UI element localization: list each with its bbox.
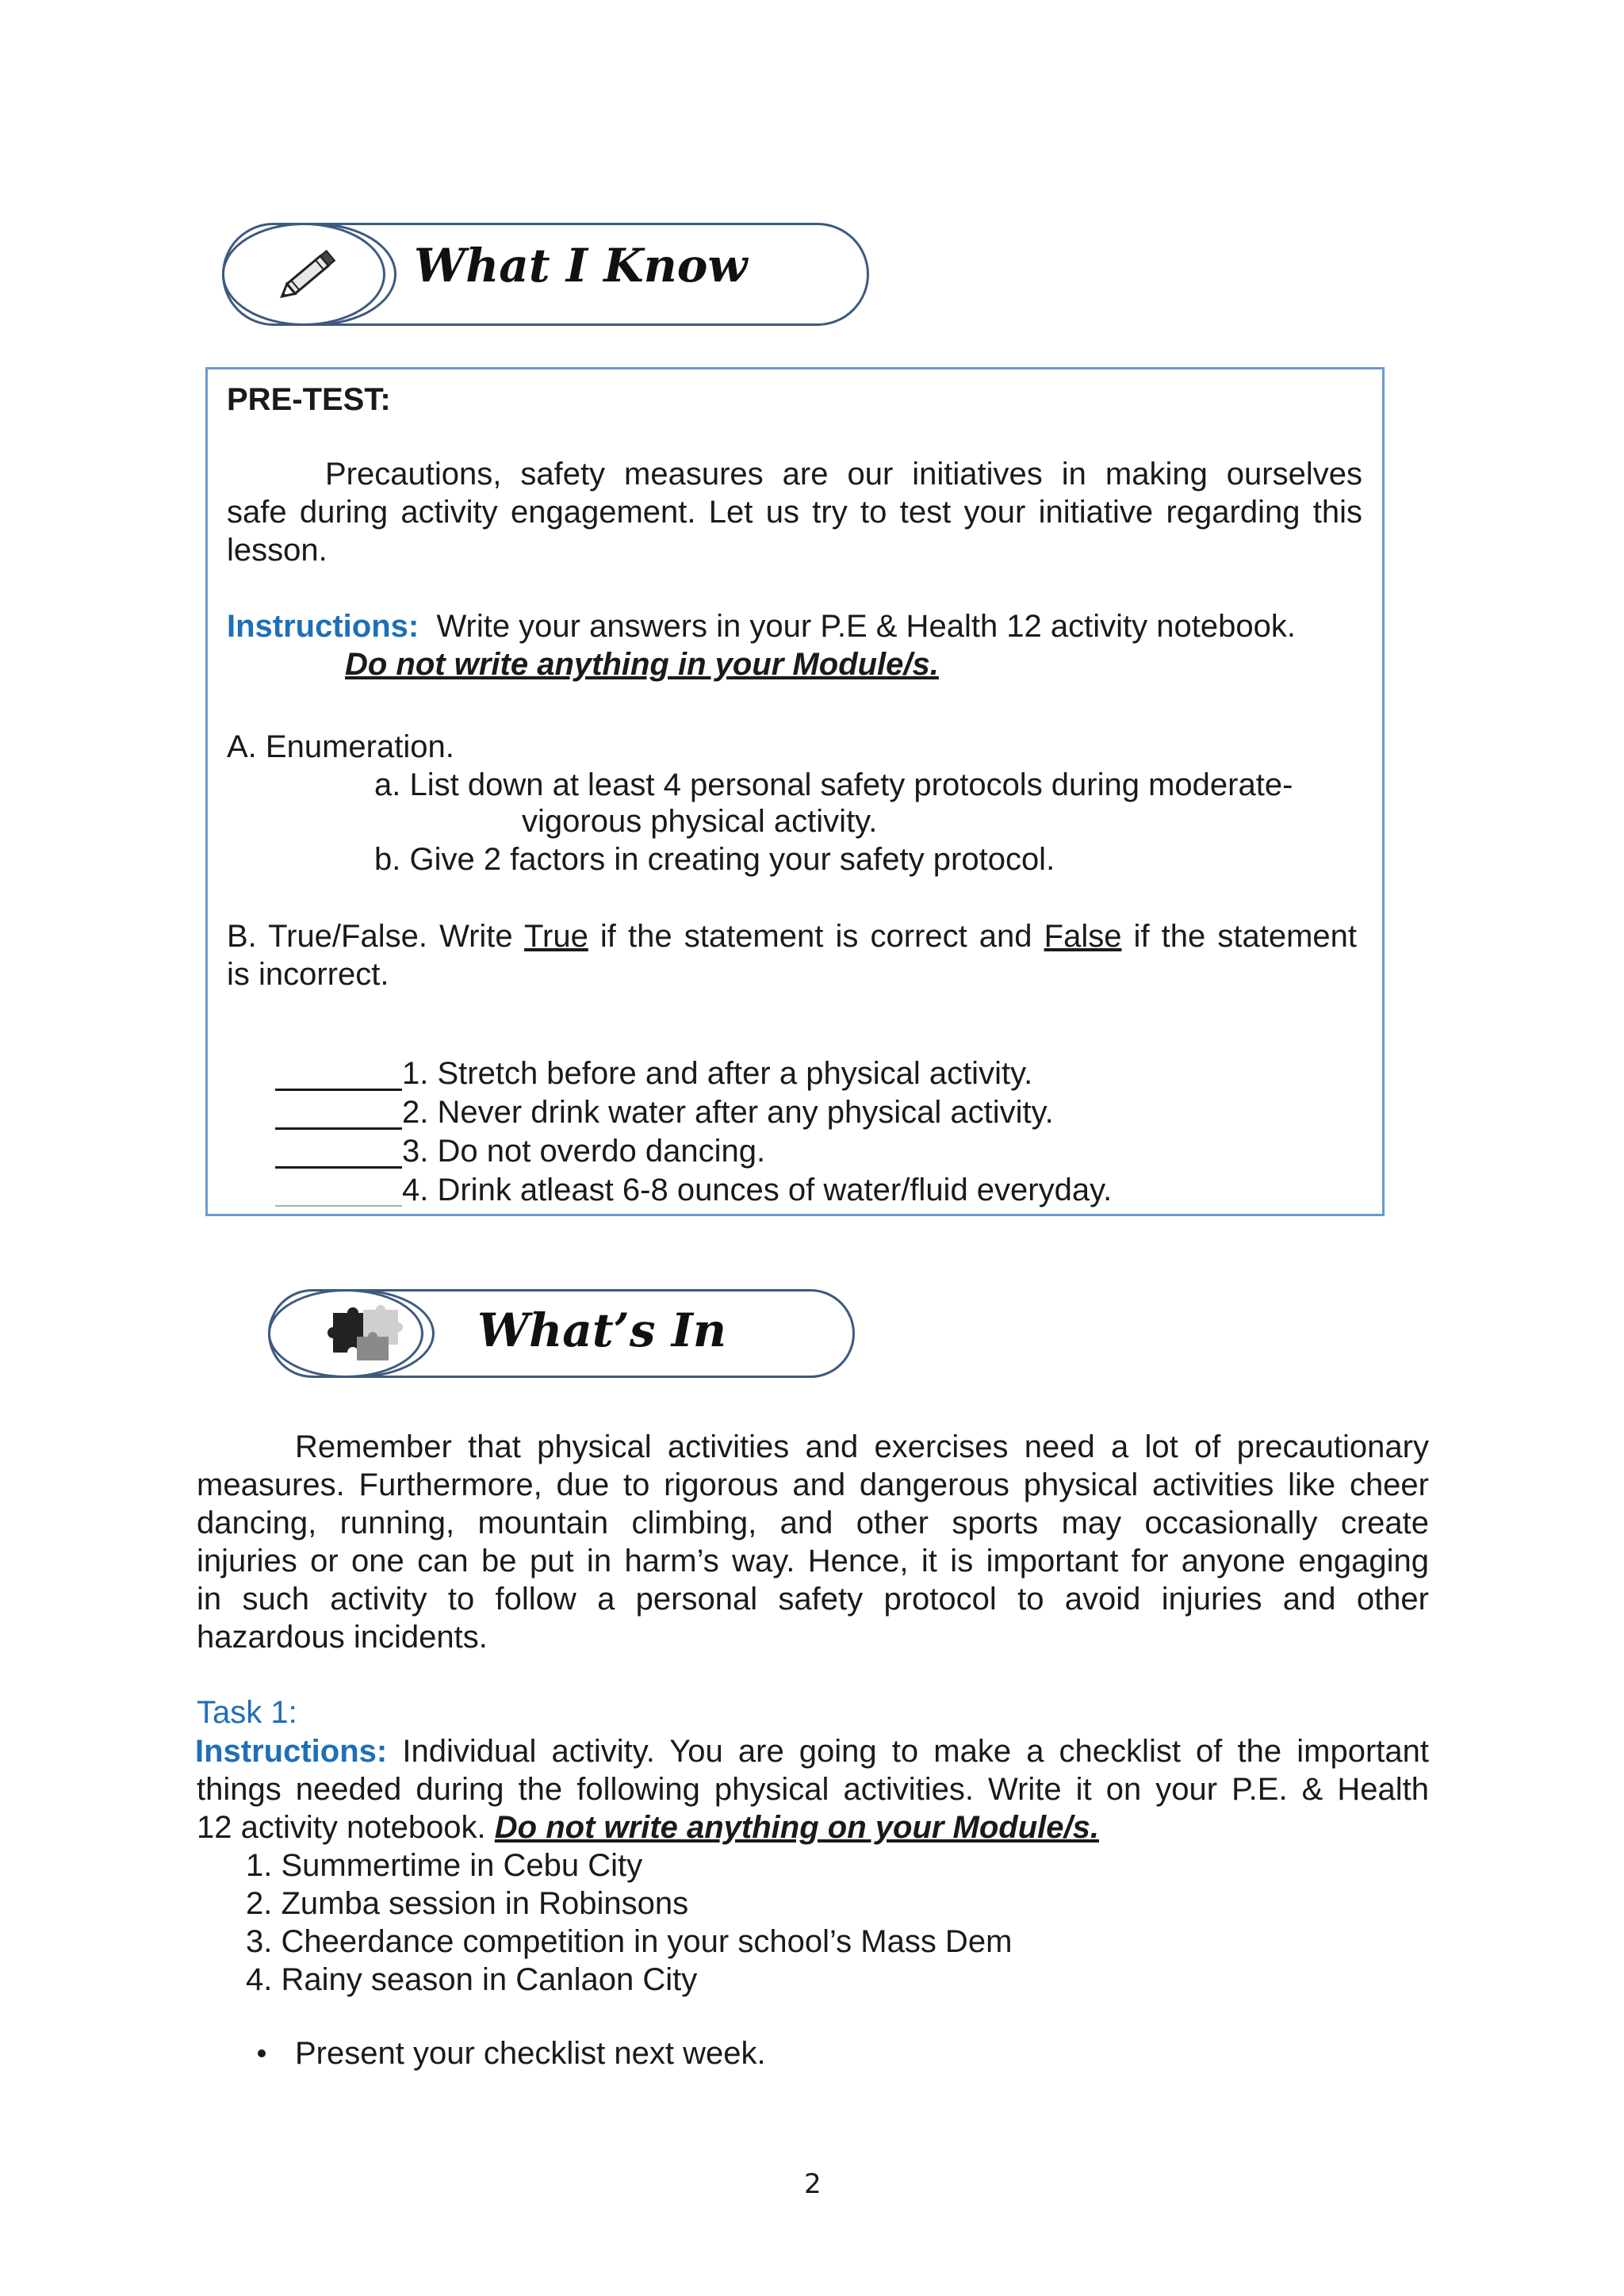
part-b-title	[227, 917, 1357, 955]
tf-item-1: 1. Stretch before and after a physical activity.	[402, 1056, 1033, 1091]
part-b-title-line-2: is incorrect.	[227, 957, 389, 992]
answer-blank-3	[275, 1166, 402, 1169]
task-instructions-line-3	[197, 1808, 1099, 1846]
task-instructions-text-3: 12 activity notebook.	[197, 1810, 486, 1845]
whats-in-paragraph-line-1: Remember that physical activities and exercises need a lot of precautionary	[295, 1429, 1429, 1464]
answer-blank-2	[275, 1127, 402, 1130]
pencil-icon	[274, 238, 345, 309]
false-word: False	[1044, 919, 1122, 954]
whats-in-paragraph-line-3: dancing, running, mountain climbing, and other sports may occasionally create	[197, 1506, 1429, 1540]
whats-in-paragraph-line-4: injuries or one can be put in harm’s way. Hence, it is important for anyone engaging	[197, 1544, 1429, 1578]
task-list-item-1: 1. Summertime in Cebu City	[246, 1848, 643, 1883]
task-instructions-label: Instructions:	[195, 1734, 388, 1769]
tf-item-4: 4. Drink atleast 6-8 ounces of water/fluid everyday.	[402, 1173, 1113, 1207]
part-a-item-a-cont: vigorous physical activity.	[522, 804, 878, 839]
true-word: True	[524, 919, 588, 954]
part-b-mid: if the statement is correct and	[588, 919, 1044, 954]
task-instructions-text-1: Individual activity. You are going to make a checklist of the important	[402, 1734, 1429, 1769]
pretest-instructions	[227, 607, 1296, 645]
part-b-post: if the statement	[1121, 919, 1357, 954]
page-number: 2	[804, 2168, 822, 2200]
pretest-heading: PRE-TEST:	[227, 382, 391, 417]
whats-in-paragraph-line-2: measures. Furthermore, due to rigorous and dangerous physical activities like cheer	[197, 1468, 1429, 1502]
task-list-item-4: 4. Rainy season in Canlaon City	[246, 1962, 698, 1997]
task-list-item-2: 2. Zumba session in Robinsons	[246, 1886, 689, 1921]
section-title-whats-in: What’s In	[477, 1303, 727, 1357]
part-a-title: A. Enumeration.	[227, 729, 454, 764]
bullet-item: Present your checklist next week.	[295, 2036, 766, 2071]
part-a-item-b: b. Give 2 factors in creating your safety protocol.	[374, 842, 1055, 877]
part-a-item-a: a. List down at least 4 personal safety protocols during moderate-	[374, 767, 1293, 802]
tf-item-2: 2. Never drink water after any physical activity.	[402, 1095, 1054, 1130]
pretest-intro-line-3: lesson.	[227, 533, 327, 568]
bullet-dot	[258, 2049, 266, 2057]
puzzle-icon	[325, 1305, 404, 1367]
tf-item-3: 3. Do not overdo dancing.	[402, 1134, 766, 1169]
pretest-warning: Do not write anything in your Module/s.	[345, 647, 939, 682]
instructions-text: Write your answers in your P.E & Health 12 activity notebook.	[436, 609, 1296, 644]
whats-in-paragraph-line-5: in such activity to follow a personal safety protocol to avoid injuries and other	[197, 1582, 1429, 1617]
task-instructions-line-2: things needed during the following physical activities. Write it on your P.E. & Health	[197, 1772, 1429, 1807]
task-instructions-line-1	[195, 1732, 1429, 1770]
task-warning: Do not write anything on your Module/s.	[494, 1810, 1100, 1845]
pretest-intro-line-1: Precautions, safety measures are our initiatives in making ourselves	[325, 457, 1362, 492]
pretest-intro-line-2: safe during activity engagement. Let us try to test your initiative regarding this	[227, 495, 1362, 530]
instructions-label: Instructions:	[227, 609, 419, 644]
task-list-item-3: 3. Cheerdance competition in your school’s Mass Dem	[246, 1924, 1013, 1959]
answer-blank-4	[275, 1205, 402, 1207]
section-title-what-i-know: What I Know	[414, 239, 748, 293]
task-label: Task 1:	[197, 1695, 297, 1730]
whats-in-paragraph-line-6: hazardous incidents.	[197, 1620, 488, 1655]
answer-blank-1	[275, 1089, 402, 1091]
part-b-pre: B. True/False. Write	[227, 919, 525, 954]
